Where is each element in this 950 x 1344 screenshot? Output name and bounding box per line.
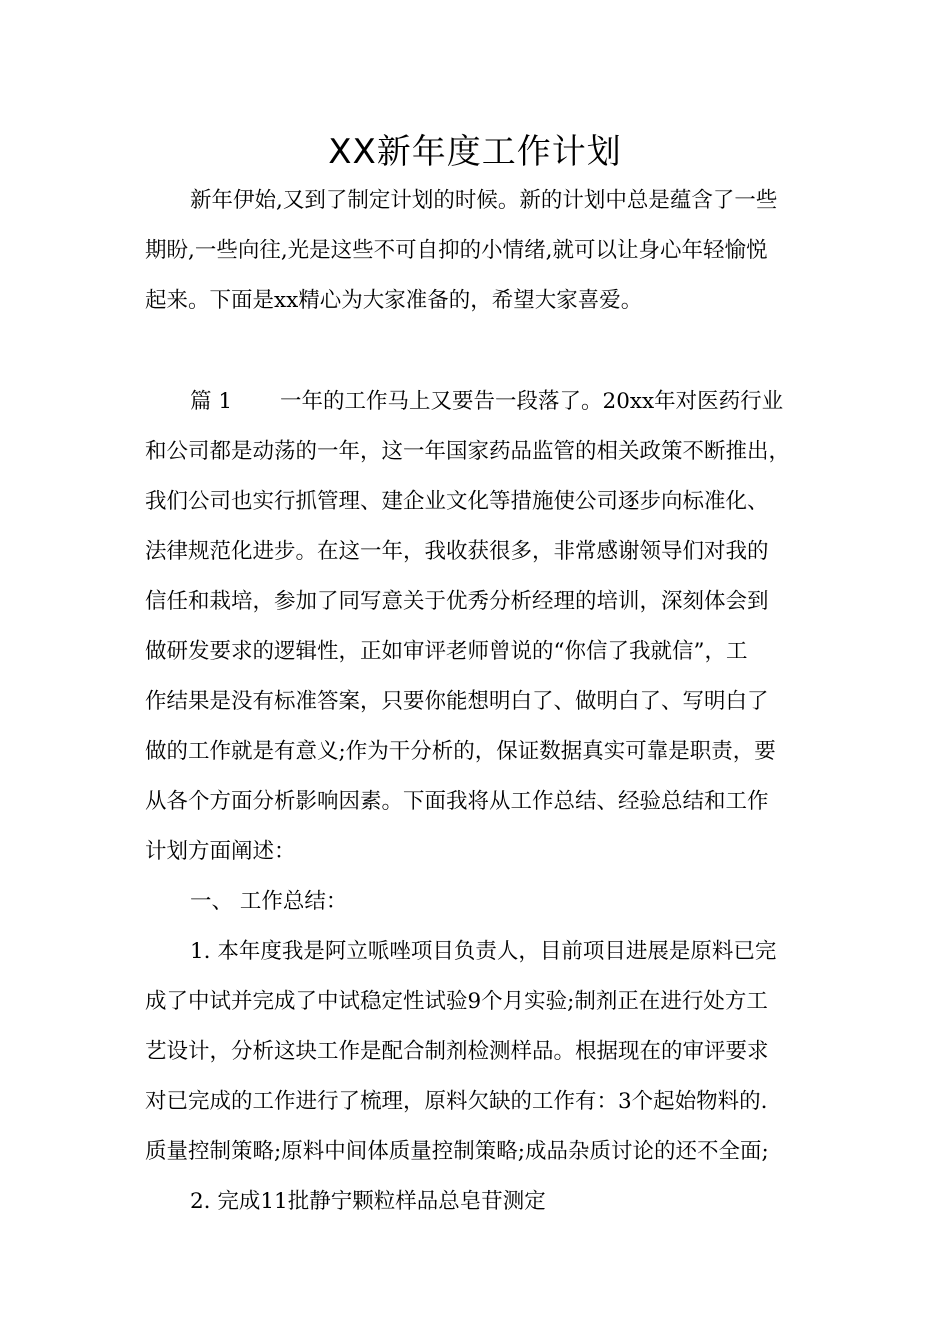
page-title: XX新年度工作计划 bbox=[328, 132, 622, 172]
item1-line-1: 1. 本年度我是阿立哌唑项目负责人，目前项目进展是原料已完 bbox=[190, 939, 777, 964]
body-line-9: 从各个方面分析影响因素。下面我将从工作总结、经验总结和工作 bbox=[145, 789, 769, 814]
body-line-6: 做研发要求的逻辑性，正如审评老师曾说的“你信了我就信”，工 bbox=[145, 639, 748, 664]
chapter-label: 篇 1 bbox=[190, 389, 233, 414]
body-line-1: 一年的工作马上又要告一段落了。20xx年对医药行业 bbox=[280, 389, 784, 414]
body-line-3: 我们公司也实行抓管理、建企业文化等措施使公司逐步向标准化、 bbox=[145, 489, 769, 514]
item1-line-3: 艺设计，分析这块工作是配合制剂检测样品。根据现在的审评要求 bbox=[145, 1039, 769, 1064]
chapter-first-line bbox=[190, 387, 830, 417]
item1-line-5: 质量控制策略;原料中间体质量控制策略;成品杂质讨论的还不全面; bbox=[145, 1139, 769, 1164]
section-heading: 一、 工作总结： bbox=[190, 889, 348, 914]
body-line-5: 信任和栽培，参加了同写意关于优秀分析经理的培训，深刻体会到 bbox=[145, 589, 769, 614]
body-line-8: 做的工作就是有意义;作为干分析的，保证数据真实可靠是职责，要 bbox=[145, 739, 776, 764]
body-line-2: 和公司都是动荡的一年，这一年国家药品监管的相关政策不断推出， bbox=[145, 439, 791, 464]
item1-line-2: 成了中试并完成了中试稳定性试验9个月实验;制剂正在进行处方工 bbox=[145, 989, 768, 1014]
item1-line-4: 对已完成的工作进行了梳理，原料欠缺的工作有：3个起始物料的. bbox=[145, 1089, 768, 1114]
body-line-4: 法律规范化进步。在这一年，我收获很多，非常感谢领导们对我的 bbox=[145, 539, 769, 564]
intro-line-1: 新年伊始,又到了制定计划的时候。新的计划中总是蕴含了一些 bbox=[190, 188, 778, 213]
item2-line: 2. 完成11批静宁颗粒样品总皂苷测定 bbox=[190, 1189, 546, 1214]
intro-line-3: 起来。下面是xx精心为大家准备的，希望大家喜爱。 bbox=[145, 288, 643, 313]
body-line-10: 计划方面阐述： bbox=[145, 839, 296, 864]
body-line-7: 作结果是没有标准答案，只要你能想明白了、做明白了、写明白了 bbox=[145, 689, 769, 714]
intro-line-2: 期盼,一些向往,光是这些不可自抑的小情绪,就可以让身心年轻愉悦 bbox=[145, 238, 768, 263]
